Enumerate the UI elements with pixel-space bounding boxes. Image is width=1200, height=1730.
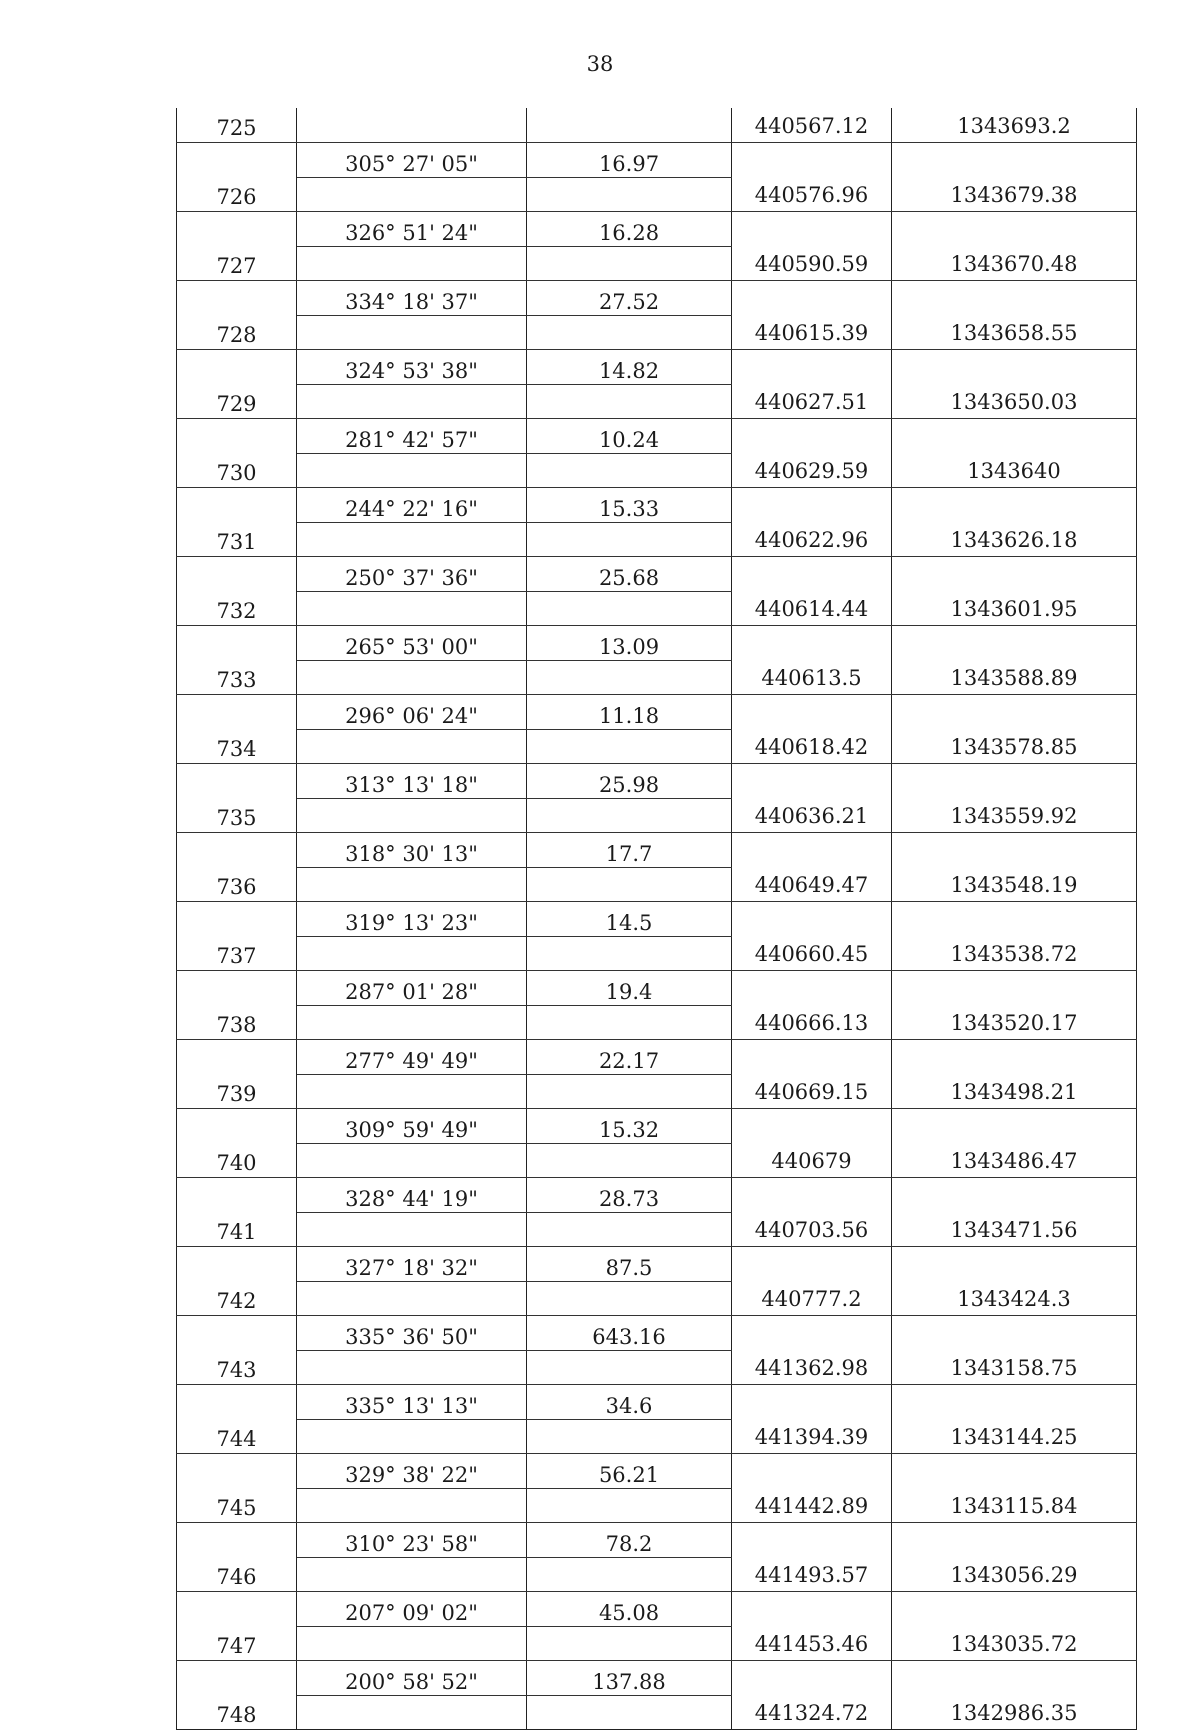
empty-cell [732, 281, 892, 316]
easting-value: 1343056.29 [892, 1557, 1137, 1592]
empty-cell [732, 1178, 892, 1213]
table-row-point [177, 1074, 1137, 1109]
bearing-value: 328° 44' 19" [297, 1178, 527, 1213]
easting-value: 1343538.72 [892, 936, 1137, 971]
empty-cell [892, 212, 1137, 247]
empty-cell [527, 522, 732, 557]
table-row-leg [177, 1316, 1137, 1351]
empty-cell [177, 764, 297, 799]
empty-cell [892, 1592, 1137, 1627]
table-row-leg [177, 557, 1137, 592]
easting-value: 1343670.48 [892, 246, 1137, 281]
empty-cell [527, 1005, 732, 1040]
easting-value: 1342986.35 [892, 1695, 1137, 1730]
point-number: 743 [177, 1350, 297, 1385]
empty-cell [732, 557, 892, 592]
table-row-point [177, 1626, 1137, 1661]
distance-value: 45.08 [527, 1592, 732, 1627]
northing-value: 440567.12 [732, 108, 892, 143]
distance-value: 15.33 [527, 488, 732, 523]
table-row-point [177, 177, 1137, 212]
point-number: 739 [177, 1074, 297, 1109]
empty-cell [297, 1350, 527, 1385]
empty-cell [527, 1419, 732, 1454]
table-row-leg [177, 1523, 1137, 1558]
distance-value: 13.09 [527, 626, 732, 661]
northing-value: 441394.39 [732, 1419, 892, 1454]
empty-cell [732, 764, 892, 799]
northing-value: 440618.42 [732, 729, 892, 764]
distance-value: 11.18 [527, 695, 732, 730]
point-number: 744 [177, 1419, 297, 1454]
empty-cell [177, 1316, 297, 1351]
distance-value: 87.5 [527, 1247, 732, 1282]
bearing-value: 281° 42' 57" [297, 419, 527, 454]
table-row-leg [177, 1109, 1137, 1144]
northing-value: 440627.51 [732, 384, 892, 419]
empty-cell [732, 488, 892, 523]
distance-value: 16.97 [527, 143, 732, 178]
distance-value: 56.21 [527, 1454, 732, 1489]
empty-cell [527, 1074, 732, 1109]
distance-value: 15.32 [527, 1109, 732, 1144]
easting-value: 1343693.2 [892, 108, 1137, 143]
empty-cell [297, 177, 527, 212]
empty-cell [297, 522, 527, 557]
empty-cell [732, 833, 892, 868]
northing-value: 441453.46 [732, 1626, 892, 1661]
empty-cell [177, 419, 297, 454]
table-row-leg [177, 1385, 1137, 1420]
page-number: 38 [586, 52, 614, 76]
point-number: 731 [177, 522, 297, 557]
table-row-point [177, 591, 1137, 626]
empty-cell [527, 384, 732, 419]
empty-cell [177, 902, 297, 937]
empty-cell [177, 557, 297, 592]
easting-value: 1343548.19 [892, 867, 1137, 902]
northing-value: 440622.96 [732, 522, 892, 557]
table-row-point [177, 522, 1137, 557]
empty-cell [732, 1109, 892, 1144]
easting-value: 1343424.3 [892, 1281, 1137, 1316]
empty-cell [732, 1040, 892, 1075]
empty-cell [297, 1557, 527, 1592]
table-row-leg [177, 1040, 1137, 1075]
easting-value: 1343035.72 [892, 1626, 1137, 1661]
bearing-value: 305° 27' 05" [297, 143, 527, 178]
empty-cell [527, 315, 732, 350]
table-row-leg [177, 1661, 1137, 1696]
empty-cell [297, 798, 527, 833]
northing-value: 440703.56 [732, 1212, 892, 1247]
empty-cell [177, 1040, 297, 1075]
empty-cell [892, 902, 1137, 937]
northing-value: 440660.45 [732, 936, 892, 971]
distance-value: 34.6 [527, 1385, 732, 1420]
point-number: 741 [177, 1212, 297, 1247]
distance-value: 10.24 [527, 419, 732, 454]
easting-value: 1343115.84 [892, 1488, 1137, 1523]
empty-cell [177, 1592, 297, 1627]
distance-value: 14.82 [527, 350, 732, 385]
point-number: 736 [177, 867, 297, 902]
point-number: 732 [177, 591, 297, 626]
table-row-point [177, 1350, 1137, 1385]
northing-value: 440649.47 [732, 867, 892, 902]
table-row-leg [177, 764, 1137, 799]
empty-cell [177, 833, 297, 868]
empty-cell [297, 660, 527, 695]
point-number: 745 [177, 1488, 297, 1523]
empty-cell [527, 798, 732, 833]
bearing-value: 324° 53' 38" [297, 350, 527, 385]
empty-cell [177, 971, 297, 1006]
table-row-point [177, 1557, 1137, 1592]
bearing-value: 313° 13' 18" [297, 764, 527, 799]
table-row-leg [177, 833, 1137, 868]
table-row-leg [177, 350, 1137, 385]
empty-cell [892, 488, 1137, 523]
bearing-value: 287° 01' 28" [297, 971, 527, 1006]
empty-cell [527, 660, 732, 695]
empty-cell [527, 177, 732, 212]
empty-cell [177, 1247, 297, 1282]
northing-value: 441362.98 [732, 1350, 892, 1385]
easting-value: 1343626.18 [892, 522, 1137, 557]
table-row-point [177, 936, 1137, 971]
easting-value: 1343588.89 [892, 660, 1137, 695]
table-row-leg [177, 971, 1137, 1006]
empty-cell [892, 1247, 1137, 1282]
bearing-value: 296° 06' 24" [297, 695, 527, 730]
distance-value: 137.88 [527, 1661, 732, 1696]
bearing-value: 309° 59' 49" [297, 1109, 527, 1144]
empty-cell [732, 1316, 892, 1351]
distance-value: 25.68 [527, 557, 732, 592]
table-row-point [177, 660, 1137, 695]
table-row-point [177, 867, 1137, 902]
empty-cell [177, 488, 297, 523]
northing-value: 440613.5 [732, 660, 892, 695]
distance-value: 17.7 [527, 833, 732, 868]
empty-cell [892, 281, 1137, 316]
distance-value: 25.98 [527, 764, 732, 799]
point-number: 727 [177, 246, 297, 281]
empty-cell [892, 419, 1137, 454]
empty-cell [527, 1626, 732, 1661]
table-row-point [177, 1419, 1137, 1454]
easting-value: 1343471.56 [892, 1212, 1137, 1247]
table-row-point [177, 453, 1137, 488]
point-number: 740 [177, 1143, 297, 1178]
empty-cell [177, 281, 297, 316]
empty-cell [527, 1212, 732, 1247]
easting-value: 1343650.03 [892, 384, 1137, 419]
table-row-point [177, 1212, 1137, 1247]
bearing-value: 310° 23' 58" [297, 1523, 527, 1558]
empty-cell [732, 1661, 892, 1696]
easting-value: 1343559.92 [892, 798, 1137, 833]
table-row-point [177, 384, 1137, 419]
northing-value: 440669.15 [732, 1074, 892, 1109]
bearing-value: 265° 53' 00" [297, 626, 527, 661]
bearing-value: 327° 18' 32" [297, 1247, 527, 1282]
empty-cell [297, 453, 527, 488]
table-row-point [177, 798, 1137, 833]
easting-value: 1343144.25 [892, 1419, 1137, 1454]
northing-value: 440636.21 [732, 798, 892, 833]
northing-value: 440590.59 [732, 246, 892, 281]
easting-value: 1343601.95 [892, 591, 1137, 626]
empty-cell [297, 1281, 527, 1316]
table-row-point [177, 1281, 1137, 1316]
empty-cell [732, 143, 892, 178]
northing-value: 440666.13 [732, 1005, 892, 1040]
bearing-value: 329° 38' 22" [297, 1454, 527, 1489]
empty-cell [527, 729, 732, 764]
point-number: 726 [177, 177, 297, 212]
table-row-leg [177, 419, 1137, 454]
bearing-value: 207° 09' 02" [297, 1592, 527, 1627]
empty-cell [177, 1454, 297, 1489]
empty-cell [892, 1040, 1137, 1075]
point-number: 737 [177, 936, 297, 971]
empty-cell [527, 108, 732, 143]
empty-cell [527, 1350, 732, 1385]
empty-cell [177, 1523, 297, 1558]
bearing-value: 318° 30' 13" [297, 833, 527, 868]
empty-cell [732, 1385, 892, 1420]
empty-cell [297, 936, 527, 971]
bearing-value: 200° 58' 52" [297, 1661, 527, 1696]
empty-cell [177, 626, 297, 661]
point-number: 733 [177, 660, 297, 695]
northing-value: 440614.44 [732, 591, 892, 626]
northing-value: 440679 [732, 1143, 892, 1178]
survey-coordinates-table [176, 108, 1137, 1730]
empty-cell [297, 384, 527, 419]
empty-cell [177, 1385, 297, 1420]
empty-cell [732, 419, 892, 454]
table-body [177, 108, 1137, 1730]
empty-cell [527, 1488, 732, 1523]
empty-cell [297, 1626, 527, 1661]
empty-cell [177, 695, 297, 730]
empty-cell [177, 143, 297, 178]
empty-cell [297, 591, 527, 626]
bearing-value: 277° 49' 49" [297, 1040, 527, 1075]
empty-cell [892, 1661, 1137, 1696]
empty-cell [892, 1454, 1137, 1489]
bearing-value: 335° 36' 50" [297, 1316, 527, 1351]
empty-cell [527, 867, 732, 902]
point-number: 747 [177, 1626, 297, 1661]
bearing-value: 319° 13' 23" [297, 902, 527, 937]
empty-cell [527, 1143, 732, 1178]
distance-value: 643.16 [527, 1316, 732, 1351]
table-row-leg [177, 1247, 1137, 1282]
table-row-point [177, 1695, 1137, 1730]
empty-cell [527, 246, 732, 281]
empty-cell [177, 212, 297, 247]
table-row-leg [177, 281, 1137, 316]
point-number: 738 [177, 1005, 297, 1040]
distance-value: 27.52 [527, 281, 732, 316]
bearing-value: 334° 18' 37" [297, 281, 527, 316]
empty-cell [892, 764, 1137, 799]
empty-cell [297, 1695, 527, 1730]
distance-value: 16.28 [527, 212, 732, 247]
empty-cell [297, 729, 527, 764]
empty-cell [892, 1523, 1137, 1558]
distance-value: 78.2 [527, 1523, 732, 1558]
table-row-point [177, 1488, 1137, 1523]
empty-cell [732, 695, 892, 730]
empty-cell [732, 626, 892, 661]
empty-cell [297, 867, 527, 902]
empty-cell [732, 1247, 892, 1282]
empty-cell [527, 591, 732, 626]
table-row-leg [177, 695, 1137, 730]
bearing-value: 250° 37' 36" [297, 557, 527, 592]
empty-cell [297, 1212, 527, 1247]
table-row-leg [177, 488, 1137, 523]
table-row-leg [177, 626, 1137, 661]
empty-cell [892, 695, 1137, 730]
point-number: 725 [177, 108, 297, 143]
northing-value: 441442.89 [732, 1488, 892, 1523]
easting-value: 1343679.38 [892, 177, 1137, 212]
empty-cell [177, 350, 297, 385]
point-number: 734 [177, 729, 297, 764]
empty-cell [892, 1385, 1137, 1420]
empty-cell [892, 833, 1137, 868]
table-row-point [177, 246, 1137, 281]
table-row-leg [177, 1592, 1137, 1627]
northing-value: 440615.39 [732, 315, 892, 350]
empty-cell [892, 1109, 1137, 1144]
empty-cell [732, 1454, 892, 1489]
easting-value: 1343486.47 [892, 1143, 1137, 1178]
point-number: 730 [177, 453, 297, 488]
easting-value: 1343578.85 [892, 729, 1137, 764]
bearing-value: 335° 13' 13" [297, 1385, 527, 1420]
distance-value: 22.17 [527, 1040, 732, 1075]
table-row-leg [177, 1454, 1137, 1489]
table-row-leg [177, 212, 1137, 247]
empty-cell [177, 1109, 297, 1144]
empty-cell [297, 315, 527, 350]
empty-cell [892, 971, 1137, 1006]
empty-cell [527, 1281, 732, 1316]
easting-value: 1343158.75 [892, 1350, 1137, 1385]
empty-cell [892, 626, 1137, 661]
table-row-point [177, 315, 1137, 350]
empty-cell [732, 1523, 892, 1558]
northing-value: 441324.72 [732, 1695, 892, 1730]
empty-cell [527, 1557, 732, 1592]
empty-cell [297, 1074, 527, 1109]
northing-value: 440777.2 [732, 1281, 892, 1316]
point-number: 746 [177, 1557, 297, 1592]
easting-value: 1343640 [892, 453, 1137, 488]
easting-value: 1343498.21 [892, 1074, 1137, 1109]
point-number: 729 [177, 384, 297, 419]
empty-cell [892, 557, 1137, 592]
distance-value: 28.73 [527, 1178, 732, 1213]
distance-value: 19.4 [527, 971, 732, 1006]
table-row-leg [177, 1178, 1137, 1213]
empty-cell [177, 1661, 297, 1696]
point-number: 728 [177, 315, 297, 350]
northing-value: 440629.59 [732, 453, 892, 488]
empty-cell [732, 1592, 892, 1627]
table-row-leg [177, 143, 1137, 178]
bearing-value: 326° 51' 24" [297, 212, 527, 247]
distance-value: 14.5 [527, 902, 732, 937]
empty-cell [297, 1488, 527, 1523]
easting-value: 1343658.55 [892, 315, 1137, 350]
empty-cell [297, 1005, 527, 1040]
empty-cell [297, 1419, 527, 1454]
table-row-point [177, 729, 1137, 764]
table-row-leg [177, 902, 1137, 937]
table-row-point [177, 1143, 1137, 1178]
empty-cell [892, 350, 1137, 385]
empty-cell [177, 1178, 297, 1213]
northing-value: 440576.96 [732, 177, 892, 212]
empty-cell [297, 246, 527, 281]
empty-cell [527, 453, 732, 488]
northing-value: 441493.57 [732, 1557, 892, 1592]
empty-cell [892, 143, 1137, 178]
empty-cell [732, 971, 892, 1006]
empty-cell [892, 1316, 1137, 1351]
empty-cell [732, 212, 892, 247]
point-number: 742 [177, 1281, 297, 1316]
bearing-value: 244° 22' 16" [297, 488, 527, 523]
table-row-point [177, 1005, 1137, 1040]
empty-cell [297, 108, 527, 143]
point-number: 748 [177, 1695, 297, 1730]
easting-value: 1343520.17 [892, 1005, 1137, 1040]
point-number: 735 [177, 798, 297, 833]
empty-cell [732, 350, 892, 385]
table-row-point [177, 108, 1137, 143]
empty-cell [527, 1695, 732, 1730]
empty-cell [732, 902, 892, 937]
empty-cell [297, 1143, 527, 1178]
empty-cell [527, 936, 732, 971]
empty-cell [892, 1178, 1137, 1213]
